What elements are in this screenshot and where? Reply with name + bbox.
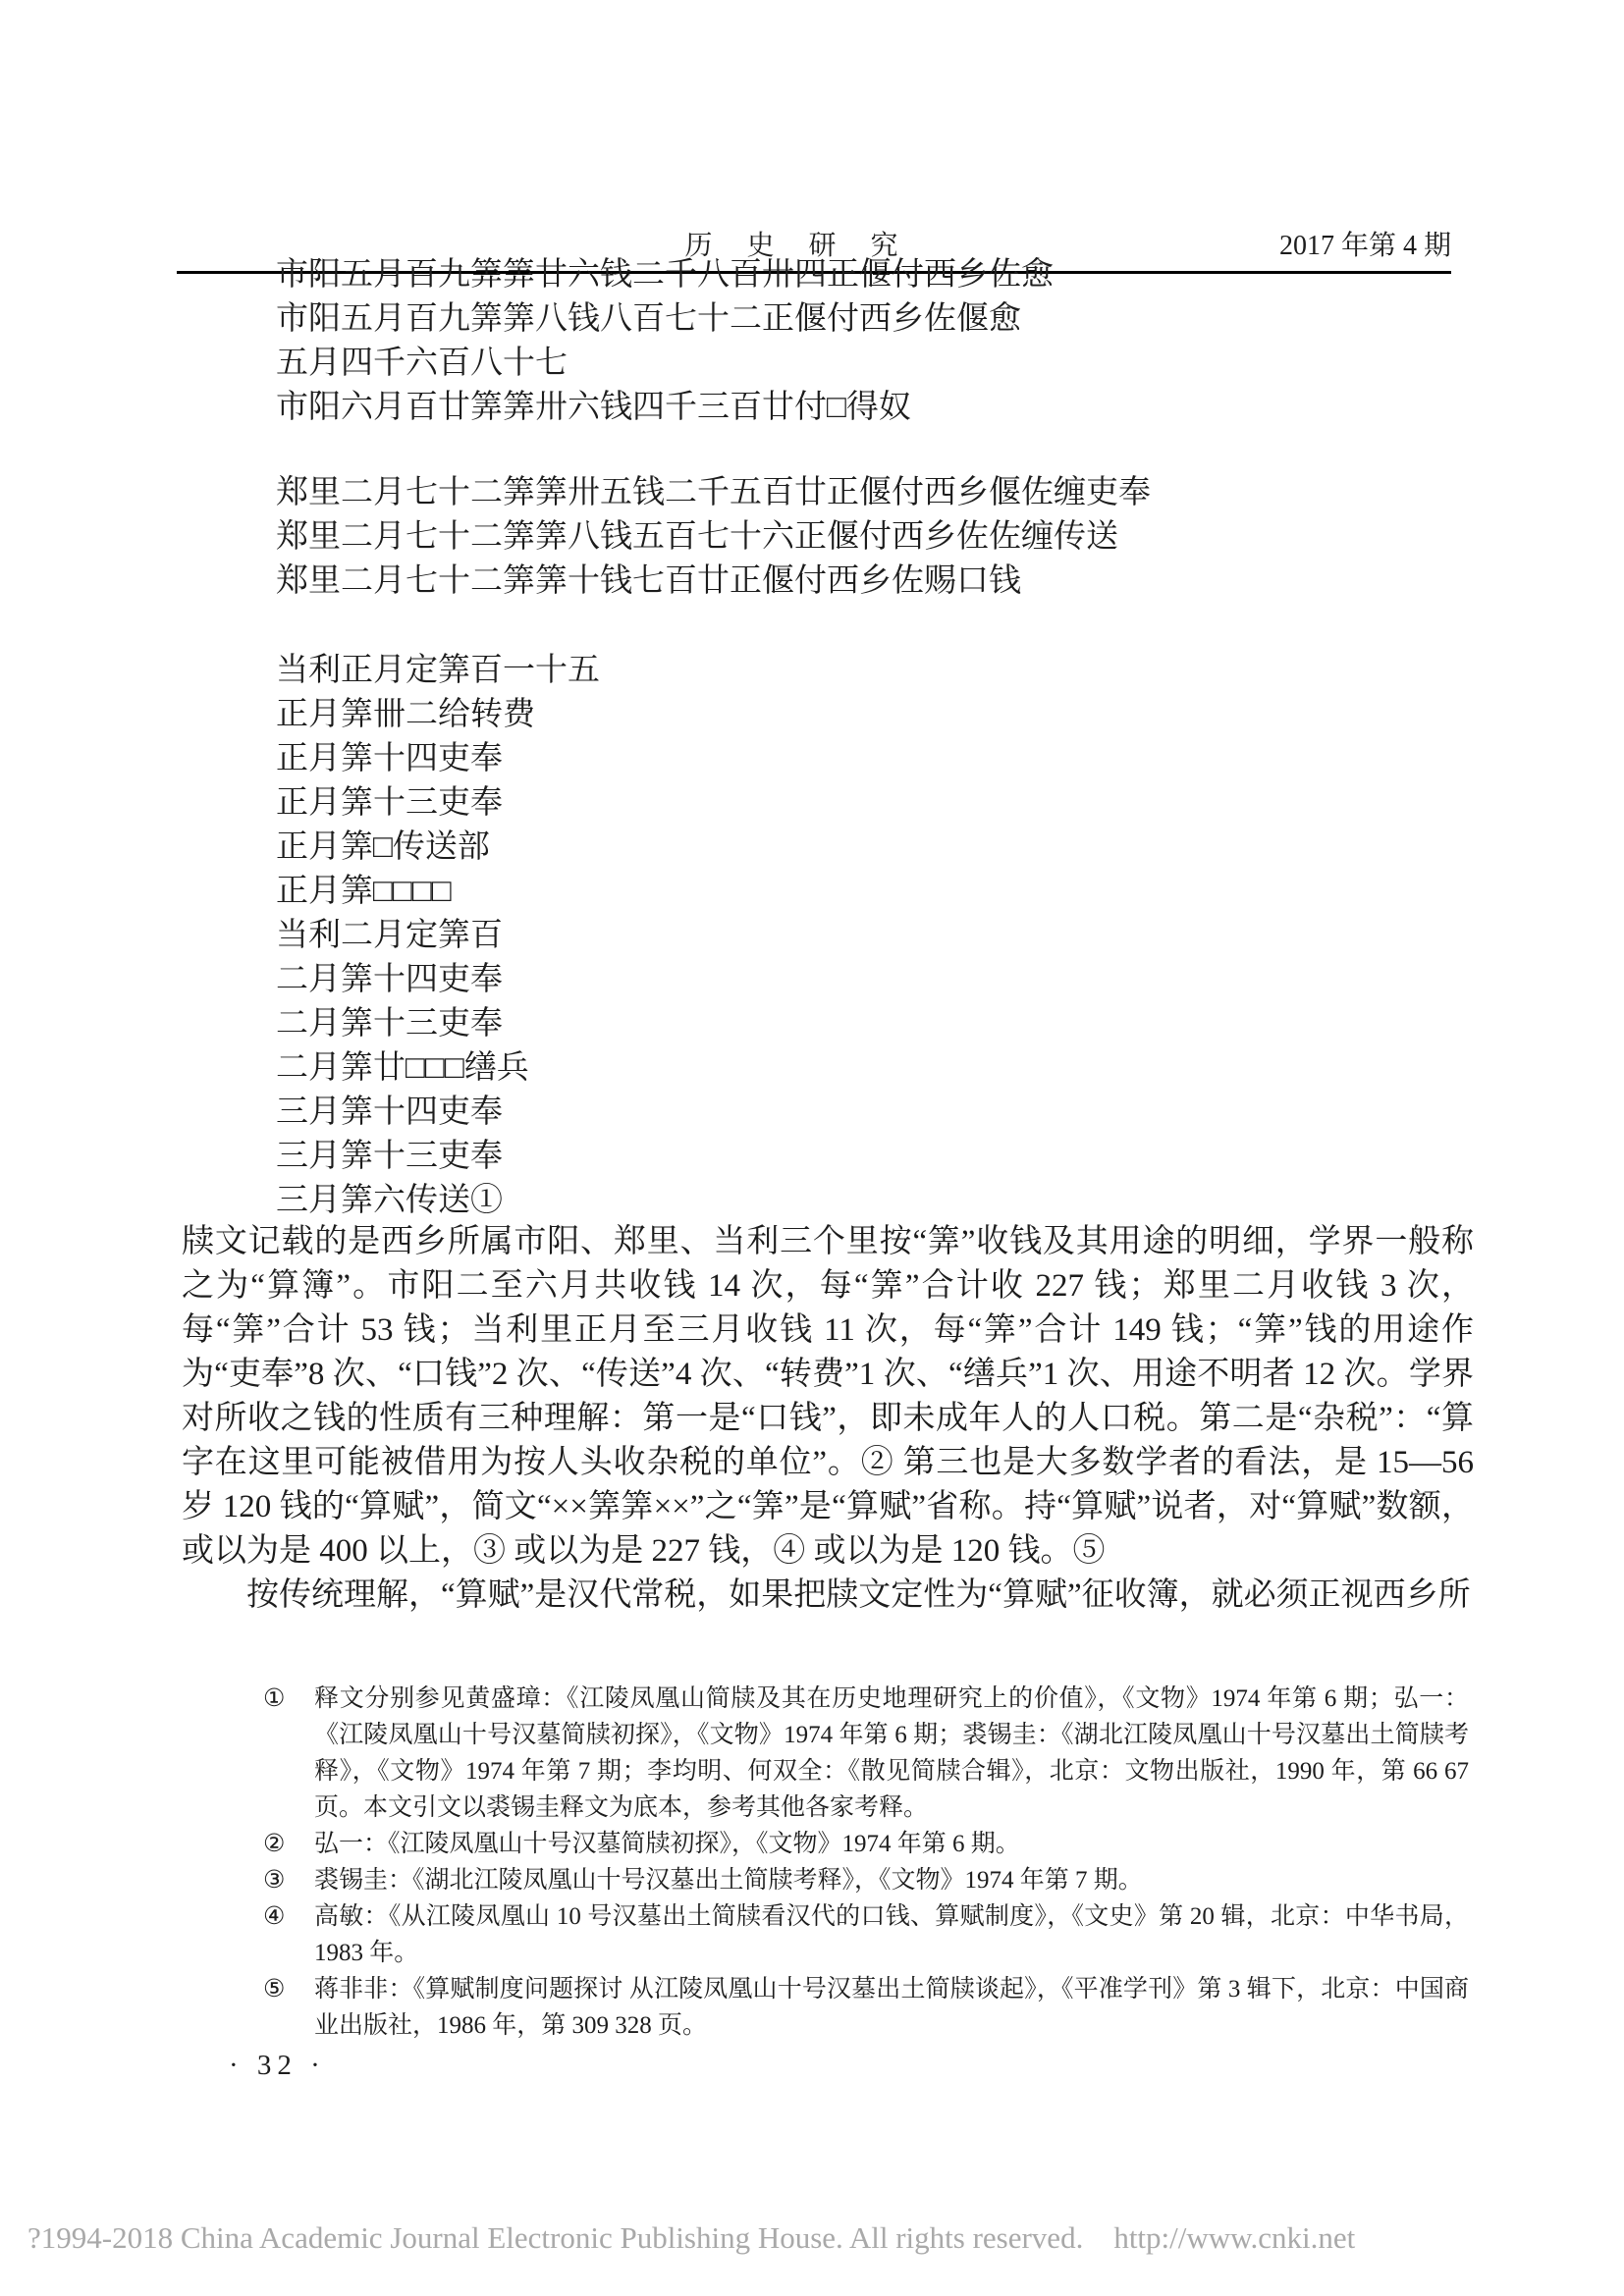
quote-line: 三月筭十四吏奉 — [276, 1095, 503, 1130]
footnote-text: 弘一：《江陵凤凰山十号汉墓简牍初探》，《文物》1974 年第 6 期。 — [314, 1831, 1020, 1857]
quote-line: 正月筭□传送部 — [276, 829, 490, 865]
quote-line: 正月筭十三吏奉 — [276, 785, 503, 821]
quote-line: 正月筭卌二给转费 — [276, 697, 535, 732]
quote-line: 二月筭十四吏奉 — [276, 962, 503, 997]
quote-block-shiyang — [276, 253, 1054, 430]
quote-block-zhengli — [276, 471, 1151, 604]
quote-line: 二月筭十三吏奉 — [276, 1006, 503, 1041]
quote-line: 五月四千六百八十七 — [276, 346, 568, 381]
footnote-text: 蒋非非：《算赋制度问题探讨 从江陵凤凰山十号汉墓出土简牍谈起》，《平准学刊》第 3 辑下，北京：中国商业出版社，1986 年，第 309 328 页。 — [314, 1976, 1469, 2039]
quote-block-dangli — [276, 649, 600, 1223]
footnote-marker: ⑤ — [263, 1976, 286, 2002]
footnote-item — [263, 1971, 1469, 2044]
quote-line: 当利正月定筭百一十五 — [276, 653, 600, 688]
quote-line: 市阳六月百廿筭筭卅六钱四千三百廿付□得奴 — [276, 390, 911, 425]
quote-line: 市阳五月百九筭筭八钱八百七十二正偃付西乡佐偃愈 — [276, 301, 1021, 337]
footnote-item — [263, 1898, 1469, 1971]
quote-line: 市阳五月百九筭筭廿六钱二千八百卅四正偃付西乡佐愈 — [276, 257, 1054, 293]
quote-line: 三月筭六传送① — [276, 1183, 503, 1218]
body-paragraph-1: 牍文记载的是西乡所属市阳、郑里、当利三个里按“筭”收钱及其用途的明细，学界一般称之为“算簿”。市阳二至六月共收钱 14 次，每“筭”合计收 227 钱；郑里二月收钱 3 次，每“筭”合计 53 钱；当利里正月至三月收钱 11 次，每“筭”合计 149 钱；“筭”钱的用途作为“吏奉”8 次、“口钱”2 次、“传送”4 次、“转费”1 次、“缮兵”1 次、用途不明者 12 次。学界对所收之钱的性质有三种理解：第一是“口钱”，即未成年人的人口税。第二是“杂税”：“算字在这里可能被借用为按人头收杂税的单位”。② 第三也是大多数学者的看法，是 15—56 岁 120 钱的“算赋”，简文“××筭筭××”之“筭”是“算赋”省称。持“算赋”说者，对“算赋”数额，或以为是 400 以上，③ 或以为是 227 钱，④ 或以为是 120 钱。⑤ — [182, 1224, 1474, 1569]
footnotes-section — [263, 1681, 1469, 2044]
footnote-item — [263, 1826, 1469, 1862]
footnote-item — [263, 1862, 1469, 1898]
footnote-marker: ② — [263, 1831, 286, 1857]
quote-line: 三月筭十三吏奉 — [276, 1139, 503, 1174]
issue-label: 2017 年第 4 期 — [1278, 231, 1451, 261]
quote-line: 郑里二月七十二筭筭卅五钱二千五百廿正偃付西乡偃佐缠吏奉 — [276, 475, 1151, 510]
quote-line: 郑里二月七十二筭筭八钱五百七十六正偃付西乡佐佐缠传送 — [276, 519, 1118, 555]
footnote-text: 释文分别参见黄盛璋：《江陵凤凰山简牍及其在历史地理研究上的价值》，《文物》1974 年第 6 期；弘一：《江陵凤凰山十号汉墓简牍初探》，《文物》1974 年第 6 期；裘锡圭：《湖北江陵凤凰山十号汉墓出土简牍考释》，《文物》1974 年第 7 期；李均明、何双全：《散见简牍合辑》，北京：文物出版社，1990 年，第 66 67 页。本文引文以裘锡圭释文为底本，参考其他各家考释。 — [314, 1685, 1469, 1821]
quote-line: 郑里二月七十二筭筭十钱七百廿正偃付西乡佐赐口钱 — [276, 563, 1021, 599]
quote-line: 当利二月定筭百 — [276, 918, 503, 953]
journal-title: 历 史 研 究 — [684, 231, 912, 261]
footnote-item — [263, 1681, 1469, 1826]
quote-line: 正月筭十四吏奉 — [276, 741, 503, 776]
cnki-watermark: ?1994-2018 China Academic Journal Electronic Publishing House. All rights reserved. http://www.cnki.net — [27, 2220, 1356, 2255]
footnote-text: 高敏：《从江陵凤凰山 10 号汉墓出土简牍看汉代的口钱、算赋制度》，《文史》第 20 辑，北京：中华书局，1983 年。 — [314, 1903, 1469, 1966]
footnote-marker: ① — [263, 1685, 286, 1712]
quote-line: 正月筭□□□□ — [276, 874, 452, 909]
body-paragraph-2: 按传统理解，“算赋”是汉代常税，如果把牍文定性为“算赋”征收簿，就必须正视西乡所 — [246, 1577, 1471, 1613]
quote-line: 二月筭廿□□□缮兵 — [276, 1050, 529, 1086]
footnote-marker: ③ — [263, 1867, 286, 1894]
footnote-text: 裘锡圭：《湖北江陵凤凰山十号汉墓出土简牍考释》，《文物》1974 年第 7 期。 — [314, 1867, 1143, 1894]
page-number: · 32 · — [229, 2050, 326, 2081]
footnote-marker: ④ — [263, 1903, 286, 1930]
